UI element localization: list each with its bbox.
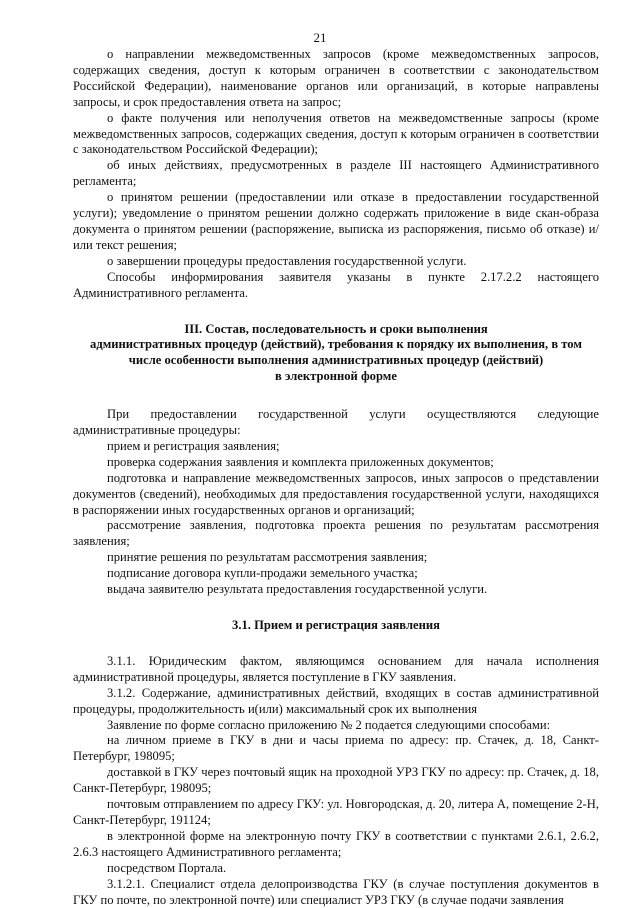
section-heading-line: числе особенности выполнения административных процедур (действий) — [128, 353, 544, 368]
paragraph: об иных действиях, предусмотренных в разделе III настоящего Административного регламента; — [73, 158, 599, 189]
list-item: доставкой в ГКУ через почтовый ящик на проходной УРЗ ГКУ по адресу: пр. Стачек, д. 18, Санкт-Петербург, 198095; — [73, 765, 599, 796]
spacer — [73, 302, 599, 322]
spacer — [73, 634, 599, 654]
paragraph: Способы информирования заявителя указаны в пункте 2.17.2.2 настоящего Административного регламента. — [73, 269, 599, 300]
spacer — [73, 385, 599, 407]
list-item: прием и регистрация заявления; — [107, 438, 280, 453]
paragraph: При предоставлении государственной услуги осуществляются следующие административные процедуры: — [73, 407, 599, 438]
list-item: подписание договора купли-продажи земельного участка; — [107, 566, 418, 581]
paragraph: 3.1.2. Содержание, административных действий, входящих в состав административной процедуры, продолжительность и(или) максимальный срок их выполнения — [73, 685, 599, 716]
section-heading-line: в электронной форме — [275, 369, 397, 384]
paragraph: Заявление по форме согласно приложению № 2 подается следующими способами: — [107, 717, 551, 732]
page-number: 21 — [313, 30, 327, 45]
paragraph: о факте получения или неполучения ответов на межведомственные запросы (кроме межведомственных запросов, содержащих сведения, доступ к которым ограничен в соответствии с законодательством Российской Федерации); — [73, 110, 599, 157]
list-item: принятие решения по результатам рассмотрения заявления; — [107, 550, 428, 565]
paragraph: 3.1.2.1. Специалист отдела делопроизводства ГКУ (в случае поступления документов в ГКУ по почте, по электронной почте) или специалист УРЗ ГКУ (в случае подачи заявления — [73, 876, 599, 907]
list-item: рассмотрение заявления, подготовка проекта решения по результатам рассмотрения заявления; — [73, 518, 599, 549]
spacer — [73, 598, 599, 618]
list-item: в электронной форме на электронную почту ГКУ в соответствии с пунктами 2.6.1, 2.6.2, 2.6.3 настоящего Административного регламента; — [73, 828, 599, 859]
section-heading-line: административных процедур (действий), требования к порядку их выполнения, в том — [90, 337, 582, 352]
list-item: на личном приеме в ГКУ в дни и часы приема по адресу: пр. Стачек, д. 18, Санкт-Петербург, 198095; — [73, 733, 599, 764]
paragraph: о принятом решении (предоставлении или отказе в предоставлении государственной услуги); уведомление о принятом решении должно содержать приложение в виде скан-образа документа о принятом решении (распоряжение, выписка из распоряжения, письмо об отказе) и/или текст решения; — [73, 190, 599, 252]
paragraph: 3.1.1. Юридическим фактом, являющимся основанием для начала исполнения административной процедуры, является поступление в ГКУ заявления. — [73, 653, 599, 684]
list-item: проверка содержания заявления и комплекта приложенных документов; — [107, 454, 494, 469]
list-item: выдача заявителю результата предоставления государственной услуги. — [107, 582, 488, 597]
paragraph: о направлении межведомственных запросов (кроме межведомственных запросов, содержащих сведения, доступ к которым ограничен в соответствии с законодательством Российской Федерации), наименование органов или организаций, в которые направлены запросы, и срок предоставления ответа на запрос; — [73, 47, 599, 109]
list-item: посредством Портала. — [107, 860, 227, 875]
paragraph: о завершении процедуры предоставления государственной услуги. — [107, 253, 467, 268]
list-item: почтовым отправлением по адресу ГКУ: ул. Новгородская, д. 20, литера А, помещение 2-Н, Санкт-Петербург, 191124; — [73, 797, 599, 827]
section-heading — [73, 322, 599, 386]
list-item: подготовка и направление межведомственных запросов, иных запросов о представлении документов (сведений), необходимых для предоставления государственной услуги, находящихся в распоряжении иных государственных органов и организаций; — [73, 470, 599, 517]
document-body — [73, 47, 599, 908]
section-heading-line: III. Состав, последовательность и сроки выполнения — [184, 321, 488, 336]
subsection-heading: 3.1. Прием и регистрация заявления — [232, 618, 440, 632]
